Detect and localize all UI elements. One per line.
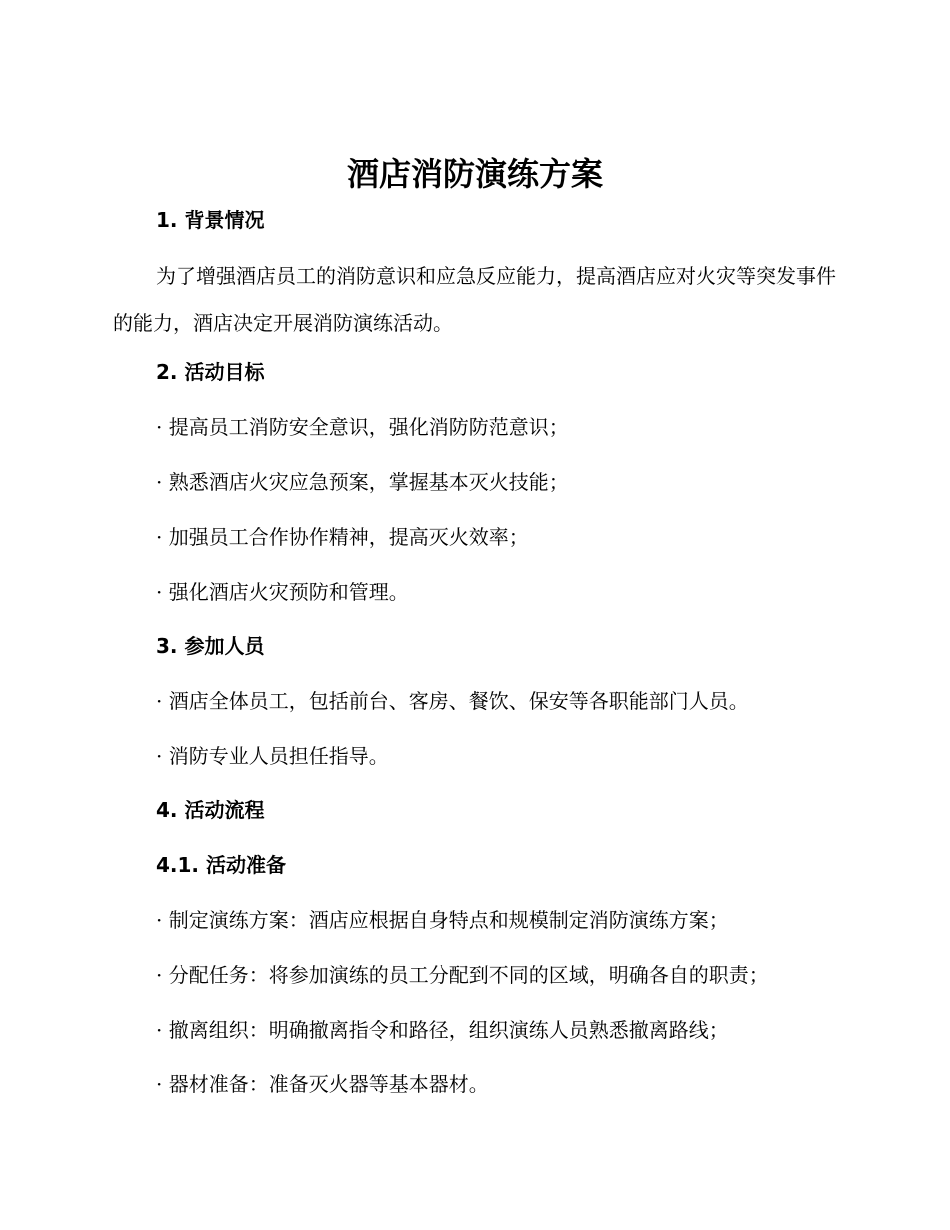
goal-item: · 提高员工消防安全意识，强化消防防范意识； — [156, 415, 569, 439]
preparation-item: · 分配任务：将参加演练的员工分配到不同的区域，明确各自的职责； — [156, 963, 769, 987]
section-3-heading: 3. 参加人员 — [156, 634, 265, 658]
section-1-heading: 1. 背景情况 — [156, 208, 265, 232]
goal-item: · 熟悉酒店火灾应急预案，掌握基本灭火技能； — [156, 470, 569, 494]
preparation-item: · 器材准备：准备灭火器等基本器材。 — [156, 1072, 489, 1096]
section-1-paragraph: 为了增强酒店员工的消防意识和应急反应能力，提高酒店应对火灾等突发事件的能力，酒店决定开展消防演练活动。 — [113, 264, 836, 335]
participant-item: · 消防专业人员担任指导。 — [156, 744, 389, 768]
participant-item: · 酒店全体员工，包括前台、客房、餐饮、保安等各职能部门人员。 — [156, 689, 749, 713]
goal-item: · 强化酒店火灾预防和管理。 — [156, 580, 409, 604]
preparation-item: · 撤离组织：明确撤离指令和路径，组织演练人员熟悉撤离路线； — [156, 1018, 729, 1042]
section-4-heading: 4. 活动流程 — [156, 798, 265, 822]
preparation-item: · 制定演练方案：酒店应根据自身特点和规模制定消防演练方案； — [156, 908, 729, 932]
subsection-4-1-heading: 4.1. 活动准备 — [156, 853, 286, 877]
section-2-heading: 2. 活动目标 — [156, 360, 265, 384]
document-title: 酒店消防演练方案 — [346, 155, 603, 193]
goal-item: · 加强员工合作协作精神，提高灭火效率； — [156, 525, 529, 549]
